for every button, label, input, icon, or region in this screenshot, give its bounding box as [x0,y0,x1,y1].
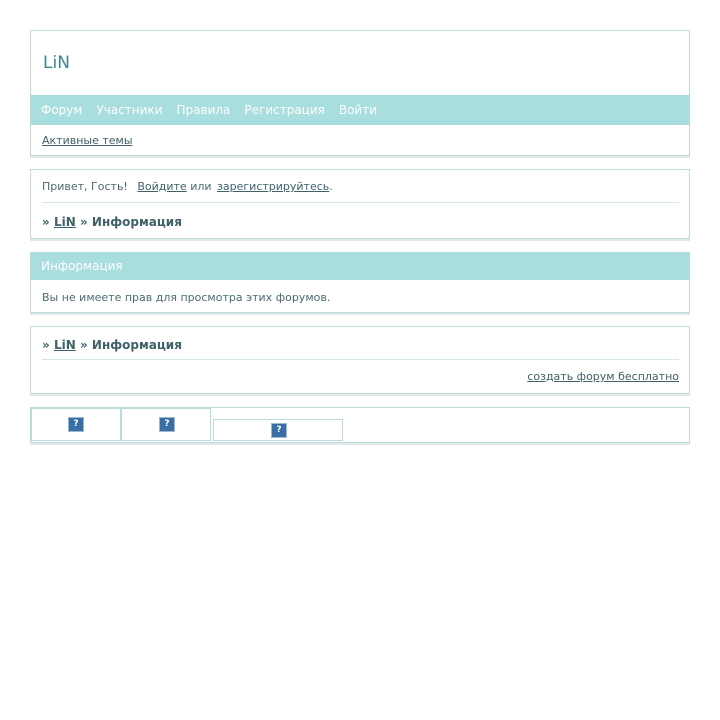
counter-banner[interactable] [213,419,343,441]
breadcrumb-separator: » [79,338,88,352]
nav-item-register[interactable]: Регистрация [244,103,325,117]
breadcrumb-separator: » [79,215,88,229]
breadcrumb-footer [42,338,182,352]
forum-title: LiN [43,53,70,73]
breadcrumb-prefix: » [42,338,50,352]
breadcrumb-home-link[interactable]: LiN [53,215,76,229]
welcome-message [42,180,333,193]
nav-item-forum[interactable]: Форум [41,103,83,117]
counter-banners [30,407,690,443]
breadcrumb-prefix: » [42,215,50,229]
counter-banner[interactable] [121,408,211,441]
info-panel [30,252,690,313]
breadcrumb-current: Информация [91,338,182,352]
info-heading: Информация [31,253,689,280]
register-link[interactable]: зарегистрируйтесь [217,180,330,193]
period-text: . [329,180,333,193]
info-message: Вы не имеете прав для просмотра этих форумов. [42,291,331,304]
nav-item-rules[interactable]: Правила [176,103,231,117]
breadcrumb-current: Информация [91,215,182,229]
active-topics-link[interactable]: Активные темы [42,134,133,147]
broken-image-icon: ? [68,417,84,432]
counter-banner[interactable] [31,408,121,441]
broken-image-icon: ? [271,423,287,438]
breadcrumb [42,215,182,229]
or-text: или [190,180,212,193]
nav-item-login[interactable]: Войти [338,103,378,117]
welcome-panel [30,169,690,239]
broken-image-icon: ? [159,417,175,432]
login-link[interactable]: Войдите [137,180,187,193]
divider [42,202,679,203]
forum-header [30,30,690,156]
footer-panel [30,326,690,394]
main-navigation [31,95,689,125]
create-forum-link[interactable]: создать форум бесплатно [527,370,679,383]
breadcrumb-home-link[interactable]: LiN [53,338,76,352]
nav-item-members[interactable]: Участники [96,103,163,117]
divider [42,359,679,360]
greeting-text: Привет, Гость! [42,180,128,193]
